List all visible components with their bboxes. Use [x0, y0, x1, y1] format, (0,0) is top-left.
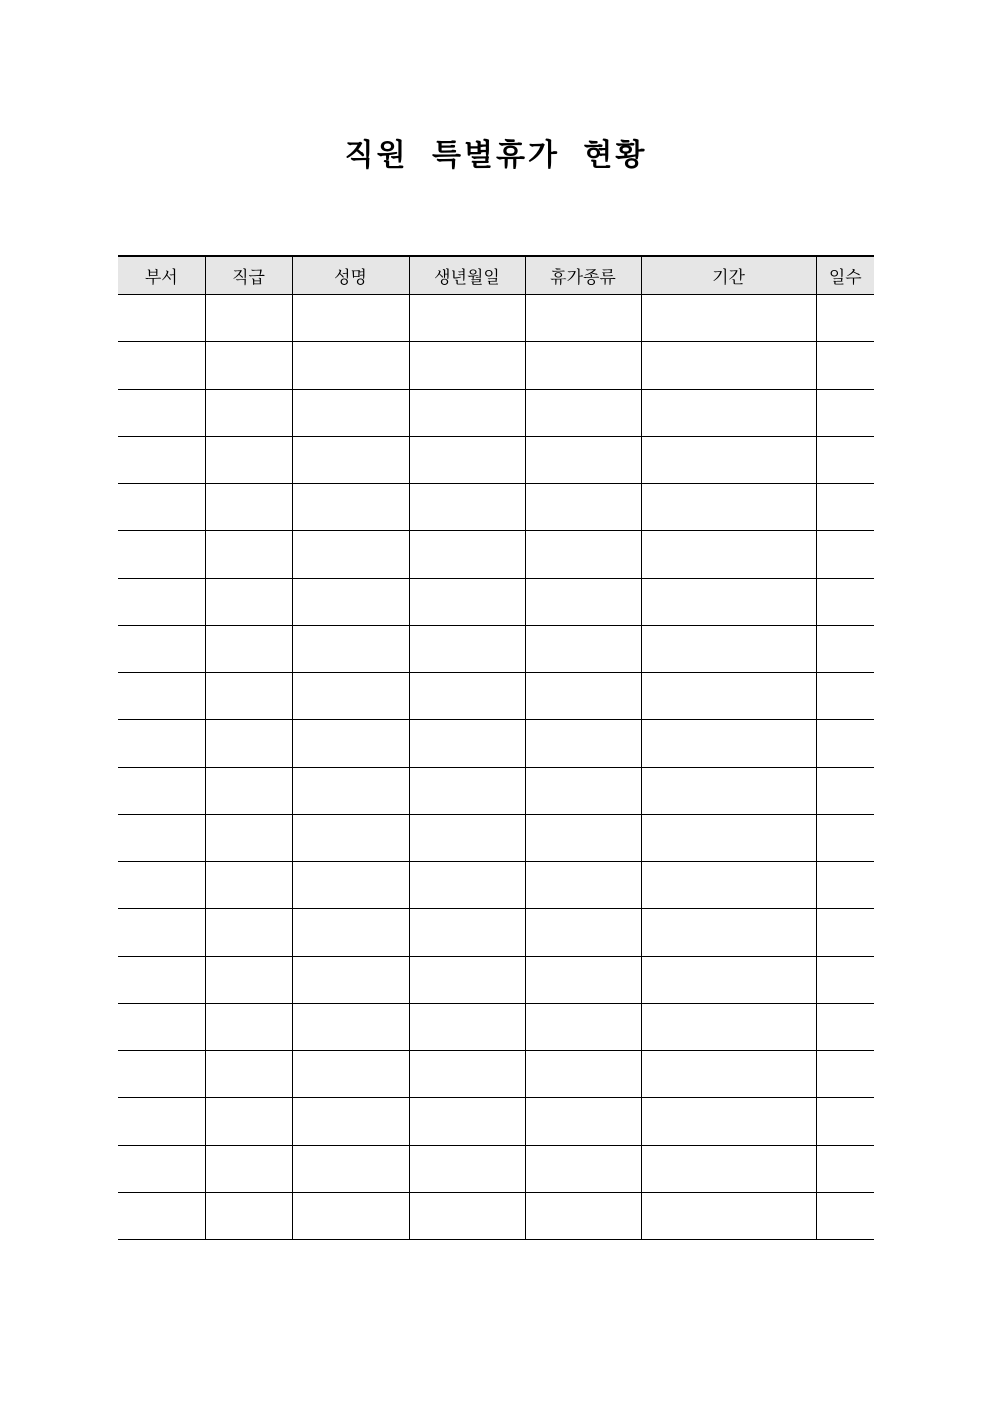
cell-birthdate[interactable] [409, 862, 525, 909]
cell-leave-type[interactable] [525, 484, 641, 531]
table-row [118, 720, 874, 767]
cell-period[interactable] [641, 1145, 816, 1192]
cell-days[interactable] [816, 767, 874, 814]
cell-period[interactable] [641, 814, 816, 861]
cell-leave-type[interactable] [525, 389, 641, 436]
cell-name[interactable] [292, 625, 409, 672]
table-row [118, 531, 874, 578]
cell-position[interactable] [205, 1098, 292, 1145]
cell-period[interactable] [641, 1003, 816, 1050]
cell-name[interactable] [292, 295, 409, 342]
table-row [118, 1003, 874, 1050]
cell-position[interactable] [205, 578, 292, 625]
cell-leave-type[interactable] [525, 342, 641, 389]
cell-period[interactable] [641, 436, 816, 483]
cell-name[interactable] [292, 531, 409, 578]
cell-period[interactable] [641, 1192, 816, 1239]
cell-days[interactable] [816, 909, 874, 956]
cell-days[interactable] [816, 814, 874, 861]
cell-days[interactable] [816, 673, 874, 720]
cell-period[interactable] [641, 720, 816, 767]
cell-leave-type[interactable] [525, 531, 641, 578]
cell-name[interactable] [292, 1003, 409, 1050]
cell-birthdate[interactable] [409, 342, 525, 389]
cell-position[interactable] [205, 1051, 292, 1098]
cell-position[interactable] [205, 1003, 292, 1050]
cell-leave-type[interactable] [525, 578, 641, 625]
cell-leave-type[interactable] [525, 1192, 641, 1239]
cell-name[interactable] [292, 484, 409, 531]
cell-leave-type[interactable] [525, 436, 641, 483]
cell-department[interactable] [118, 295, 205, 342]
header-position: 직급 [205, 256, 292, 295]
cell-period[interactable] [641, 767, 816, 814]
cell-position[interactable] [205, 484, 292, 531]
cell-leave-type[interactable] [525, 673, 641, 720]
cell-leave-type[interactable] [525, 767, 641, 814]
table-row [118, 389, 874, 436]
cell-birthdate[interactable] [409, 1003, 525, 1050]
cell-birthdate[interactable] [409, 956, 525, 1003]
cell-position[interactable] [205, 1145, 292, 1192]
cell-period[interactable] [641, 342, 816, 389]
cell-days[interactable] [816, 956, 874, 1003]
cell-department[interactable] [118, 956, 205, 1003]
table-row [118, 1192, 874, 1239]
table-body [118, 295, 874, 1240]
cell-birthdate[interactable] [409, 720, 525, 767]
table-row [118, 814, 874, 861]
cell-period[interactable] [641, 625, 816, 672]
header-birthdate: 생년월일 [409, 256, 525, 295]
cell-period[interactable] [641, 1051, 816, 1098]
table-row [118, 1145, 874, 1192]
cell-period[interactable] [641, 484, 816, 531]
cell-name[interactable] [292, 389, 409, 436]
cell-department[interactable] [118, 484, 205, 531]
cell-department[interactable] [118, 1051, 205, 1098]
cell-name[interactable] [292, 814, 409, 861]
cell-department[interactable] [118, 1192, 205, 1239]
table-row [118, 909, 874, 956]
cell-leave-type[interactable] [525, 956, 641, 1003]
cell-birthdate[interactable] [409, 1145, 525, 1192]
cell-days[interactable] [816, 862, 874, 909]
table-row [118, 862, 874, 909]
cell-period[interactable] [641, 295, 816, 342]
table-row [118, 484, 874, 531]
cell-department[interactable] [118, 814, 205, 861]
cell-position[interactable] [205, 909, 292, 956]
cell-days[interactable] [816, 531, 874, 578]
table-header-row [118, 256, 874, 295]
cell-department[interactable] [118, 767, 205, 814]
cell-name[interactable] [292, 436, 409, 483]
cell-position[interactable] [205, 720, 292, 767]
cell-leave-type[interactable] [525, 1003, 641, 1050]
cell-period[interactable] [641, 909, 816, 956]
cell-name[interactable] [292, 342, 409, 389]
cell-days[interactable] [816, 1051, 874, 1098]
cell-department[interactable] [118, 720, 205, 767]
cell-department[interactable] [118, 862, 205, 909]
cell-birthdate[interactable] [409, 295, 525, 342]
cell-leave-type[interactable] [525, 1098, 641, 1145]
table-row [118, 1051, 874, 1098]
cell-name[interactable] [292, 673, 409, 720]
cell-leave-type[interactable] [525, 814, 641, 861]
cell-days[interactable] [816, 1098, 874, 1145]
cell-position[interactable] [205, 389, 292, 436]
cell-days[interactable] [816, 720, 874, 767]
cell-birthdate[interactable] [409, 531, 525, 578]
cell-department[interactable] [118, 625, 205, 672]
cell-period[interactable] [641, 1098, 816, 1145]
cell-birthdate[interactable] [409, 1098, 525, 1145]
table-row [118, 673, 874, 720]
cell-birthdate[interactable] [409, 1051, 525, 1098]
cell-department[interactable] [118, 673, 205, 720]
table-row [118, 295, 874, 342]
cell-position[interactable] [205, 862, 292, 909]
cell-birthdate[interactable] [409, 909, 525, 956]
cell-leave-type[interactable] [525, 295, 641, 342]
cell-period[interactable] [641, 531, 816, 578]
cell-leave-type[interactable] [525, 1051, 641, 1098]
cell-days[interactable] [816, 295, 874, 342]
cell-name[interactable] [292, 578, 409, 625]
cell-name[interactable] [292, 909, 409, 956]
vacation-table [118, 255, 874, 1240]
cell-days[interactable] [816, 578, 874, 625]
cell-days[interactable] [816, 342, 874, 389]
header-period: 기간 [641, 256, 816, 295]
cell-birthdate[interactable] [409, 767, 525, 814]
cell-position[interactable] [205, 767, 292, 814]
header-days: 일수 [816, 256, 874, 295]
cell-position[interactable] [205, 1192, 292, 1239]
cell-position[interactable] [205, 673, 292, 720]
table-row [118, 436, 874, 483]
cell-department[interactable] [118, 1145, 205, 1192]
cell-position[interactable] [205, 531, 292, 578]
cell-position[interactable] [205, 625, 292, 672]
cell-days[interactable] [816, 484, 874, 531]
table-row [118, 342, 874, 389]
cell-leave-type[interactable] [525, 720, 641, 767]
cell-birthdate[interactable] [409, 484, 525, 531]
table-row [118, 625, 874, 672]
cell-birthdate[interactable] [409, 389, 525, 436]
cell-leave-type[interactable] [525, 625, 641, 672]
cell-birthdate[interactable] [409, 625, 525, 672]
cell-name[interactable] [292, 956, 409, 1003]
cell-name[interactable] [292, 862, 409, 909]
cell-birthdate[interactable] [409, 578, 525, 625]
cell-department[interactable] [118, 578, 205, 625]
cell-department[interactable] [118, 389, 205, 436]
cell-department[interactable] [118, 1003, 205, 1050]
cell-days[interactable] [816, 389, 874, 436]
cell-days[interactable] [816, 436, 874, 483]
cell-name[interactable] [292, 767, 409, 814]
table-row [118, 767, 874, 814]
cell-leave-type[interactable] [525, 862, 641, 909]
cell-birthdate[interactable] [409, 1192, 525, 1239]
cell-leave-type[interactable] [525, 909, 641, 956]
cell-position[interactable] [205, 295, 292, 342]
cell-department[interactable] [118, 436, 205, 483]
cell-days[interactable] [816, 1145, 874, 1192]
cell-days[interactable] [816, 625, 874, 672]
header-name: 성명 [292, 256, 409, 295]
cell-period[interactable] [641, 956, 816, 1003]
cell-leave-type[interactable] [525, 1145, 641, 1192]
cell-birthdate[interactable] [409, 814, 525, 861]
cell-name[interactable] [292, 1098, 409, 1145]
cell-days[interactable] [816, 1192, 874, 1239]
cell-period[interactable] [641, 673, 816, 720]
cell-department[interactable] [118, 1098, 205, 1145]
cell-birthdate[interactable] [409, 673, 525, 720]
cell-days[interactable] [816, 1003, 874, 1050]
table-row [118, 578, 874, 625]
cell-department[interactable] [118, 531, 205, 578]
cell-period[interactable] [641, 862, 816, 909]
cell-position[interactable] [205, 436, 292, 483]
table-row [118, 956, 874, 1003]
cell-position[interactable] [205, 956, 292, 1003]
cell-name[interactable] [292, 1145, 409, 1192]
cell-position[interactable] [205, 814, 292, 861]
cell-name[interactable] [292, 1192, 409, 1239]
cell-period[interactable] [641, 389, 816, 436]
cell-period[interactable] [641, 578, 816, 625]
cell-name[interactable] [292, 1051, 409, 1098]
header-department: 부서 [118, 256, 205, 295]
cell-department[interactable] [118, 342, 205, 389]
header-leave-type: 휴가종류 [525, 256, 641, 295]
cell-department[interactable] [118, 909, 205, 956]
document-title: 직원 특별휴가 현황 [344, 138, 648, 173]
cell-birthdate[interactable] [409, 436, 525, 483]
cell-position[interactable] [205, 342, 292, 389]
table-row [118, 1098, 874, 1145]
cell-name[interactable] [292, 720, 409, 767]
